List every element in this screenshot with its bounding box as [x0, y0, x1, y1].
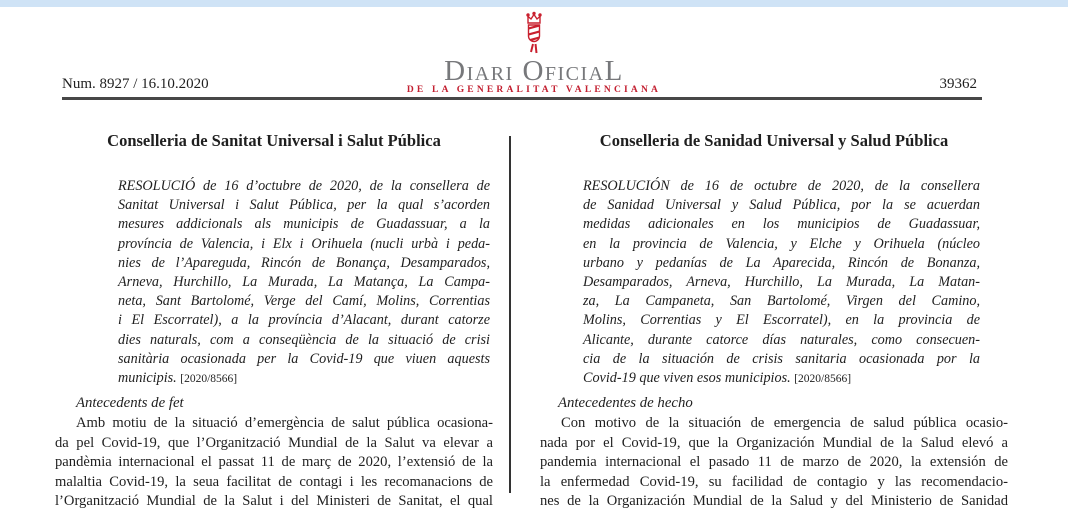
resolution-last-line [118, 369, 490, 389]
antecedents-paragraph-va [55, 414, 493, 512]
antecedents-subheading-es: Antecedentes de hecho [558, 395, 693, 412]
page-number: 39362 [939, 76, 977, 92]
resolution-line: en la provincia de Valencia, y Elche y Orihuela (núcleo [583, 235, 980, 252]
body-line: nes de la Organización Mundial de la Salud y del Ministerio de Sanidad [540, 493, 1008, 510]
body-line: pandèmia internacional el passat 11 de març de 2020, l’extensió de la [55, 454, 493, 471]
logo-title: Diari OficiaL [444, 55, 624, 87]
body-line: malaltia Covid-19, la seua facilitat de contagi i les recomanacions de [55, 473, 493, 490]
resolution-line: za, La Campaneta, San Bartolomé, Virgen del Camino, [583, 293, 980, 310]
resolution-line: i El Escorratel), a la província d’Alacant, durant catorze [118, 312, 490, 329]
issue-number: Num. 8927 / 16.10.2020 [62, 76, 209, 92]
resolution-last-line [583, 369, 980, 389]
body-line: nada por el Covid-19, que la Organización Mundial de la Salud elevó a [540, 434, 1008, 451]
resolution-line: urbano y pedanías de La Aparecida, Rincón de Bonanza, [583, 254, 980, 271]
body-line: pandemia internacional el pasado 11 de marzo de 2020, la extensión de [540, 454, 1008, 471]
column-divider [509, 136, 511, 493]
document-reference: [2020/8566] [180, 373, 238, 386]
right-column-spanish [540, 131, 1008, 512]
resolution-line: cia de la situación de crisis sanitaria ocasionada por la [583, 350, 980, 367]
generalitat-valenciana-emblem-icon [521, 12, 547, 57]
document-reference: [2020/8566] [794, 373, 852, 386]
body-line: l’Organització Mundial de la Salut i del Ministeri de Sanitat, el qual [55, 493, 493, 510]
resolution-line: província de Valencia, i Elx i Orihuela (nucli urbà i peda- [118, 235, 490, 252]
resolution-line: nies de l’Apareguda, Rincón de Bonança, Desamparados, [118, 254, 490, 271]
resolution-line: Sanitat Universal i Salut Pública, per la qual s’acorden [118, 197, 490, 214]
resolution-line: RESOLUCIÓN de 16 de octubre de 2020, de la consellera [583, 178, 980, 194]
viewer-top-bar [0, 0, 1068, 7]
body-line: Amb motiu de la situació d’emergència de salut pública ocasiona- [76, 415, 493, 432]
department-heading-va: Conselleria de Sanitat Universal i Salut Pública [107, 131, 441, 150]
resolution-line: mesures addicionals als municipis de Guadassuar, a la [118, 216, 490, 233]
resolution-line: de Sanidad Universal y Salud Pública, por la se acuerdan [583, 197, 980, 214]
resolution-line: sanitària ocasionada per la Covid-19 que viuen aquests [118, 350, 490, 367]
resolution-last-text: Covid-19 que viven esos municipios. [583, 370, 791, 387]
dogv-logo [364, 12, 704, 95]
resolution-summary-es [583, 177, 980, 389]
body-line: la enfermedad Covid-19, su facilidad de contagio y las recomendacio- [540, 473, 1008, 490]
logo-subtitle: DE LA GENERALITAT VALENCIANA [406, 85, 662, 95]
header-rule [62, 97, 982, 100]
resolution-line: Desamparados, Arneva, Hurchillo, La Murada, La Matan- [583, 274, 980, 291]
resolution-last-text: municipis. [118, 370, 177, 387]
body-line: Con motivo de la situación de emergencia de salud pública ocasio- [561, 415, 1008, 432]
resolution-line: dies naturals, com a conseqüència de la situació de crisi [118, 331, 490, 348]
antecedents-paragraph-es [540, 414, 1008, 512]
resolution-line: Molins, Correntias y El Escorratel), en la provincia de [583, 312, 980, 329]
left-column-valencian [55, 131, 493, 512]
resolution-line: Arneva, Hurchillo, La Murada, La Matança, La Campa- [118, 274, 490, 291]
department-heading-es: Conselleria de Sanidad Universal y Salud Pública [599, 131, 949, 150]
resolution-line: neta, Sant Bartolomé, Verge del Camí, Molins, Correntias [118, 293, 490, 310]
resolution-line: medidas adicionales en los municipios de Guadassuar, [583, 216, 980, 233]
body-line: da pel Covid-19, que l’Organització Mundial de la Salut va elevar a [55, 434, 493, 451]
resolution-line: RESOLUCIÓ de 16 d’octubre de 2020, de la consellera de [118, 178, 490, 194]
resolution-line: Alicante, durante catorce días naturales, como consecuen- [583, 331, 980, 348]
antecedents-subheading-va: Antecedents de fet [76, 395, 184, 412]
resolution-summary-va [118, 177, 490, 389]
